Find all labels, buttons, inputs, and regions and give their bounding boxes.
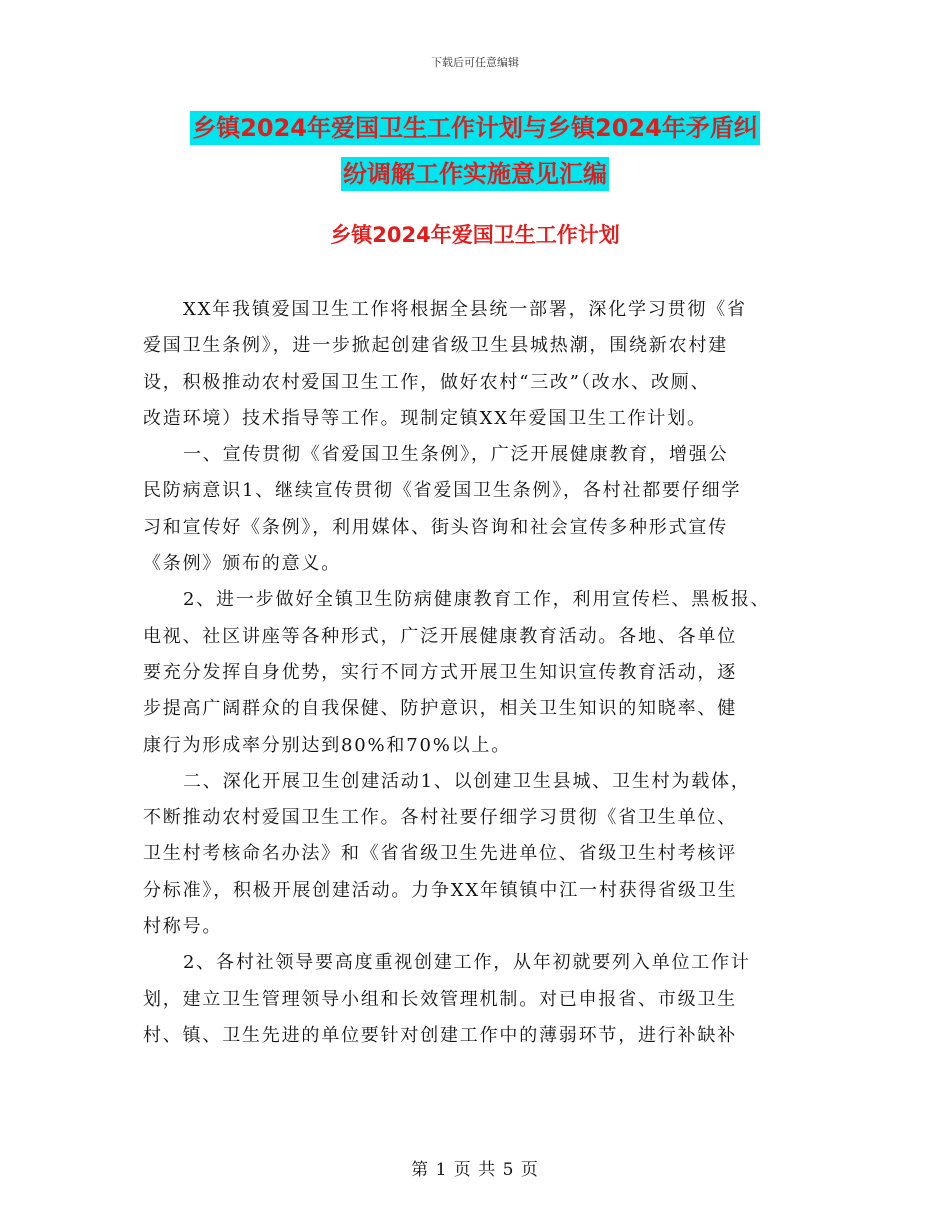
body-line: 设，积极推动农村爱国卫生工作，做好农村“三改”（改水、改厕、 [143,371,711,393]
section-title: 乡镇2024年爱国卫生工作计划 [330,223,620,247]
body-line: 民防病意识1、继续宣传贯彻《省爱国卫生条例》，各村社都要仔细学 [143,480,742,502]
body-line: 卫生村考核命名办法》和《省省级卫生先进单位、省级卫生村考核评 [143,843,737,865]
body-line: 康行为形成率分别达到80%和70%以上。 [143,734,512,756]
document-title-text-1: 乡镇2024年爱国卫生工作计划与乡镇2024年矛盾纠 [190,111,760,145]
body-line: 划，建立卫生管理领导小组和长效管理机制。对已申报省、市级卫生 [143,988,737,1010]
body-line: 2、进一步做好全镇卫生防病健康教育工作，利用宣传栏、黑板报、 [183,589,771,611]
body-line: 不断推动农村爱国卫生工作。各村社要仔细学习贯彻《省卫生单位、 [143,807,737,829]
body-line: 2、各村社领导要高度重视创建工作，从年初就要列入单位工作计 [183,952,751,974]
body-line: 村、镇、卫生先进的单位要针对创建工作中的薄弱环节，进行补缺补 [143,1024,737,1046]
body-line: 一、宣传贯彻《省爱国卫生条例》，广泛开展健康教育，增强公 [183,444,729,466]
body-line: 分标准》，积极开展创建活动。力争XX年镇镇中江一村获得省级卫生 [143,879,738,901]
body-line: 爱国卫生条例》，进一步掀起创建省级卫生县城热潮，围绕新农村建 [143,335,728,357]
body-line: 要充分发挥自身优势，实行不同方式开展卫生知识宣传教育活动，逐 [143,661,737,683]
document-title-line-2 [0,159,950,189]
body-line: XX年我镇爱国卫生工作将根据全县统一部署，深化学习贯彻《省 [183,299,747,320]
body-line: 《条例》颁布的意义。 [143,553,341,575]
document-title-line-1 [0,113,950,143]
document-title-text-2: 纷调解工作实施意见汇编 [341,157,609,191]
body-line: 村称号。 [143,916,223,938]
body-line: 改造环境）技术指导等工作。现制定镇XX年爱国卫生工作计划。 [143,407,707,429]
body-line: 二、深化开展卫生创建活动1、以创建卫生县城、卫生村为载体， [183,770,751,792]
body-line: 习和宣传好《条例》，利用媒体、街头咨询和社会宣传多种形式宣传 [143,516,728,538]
body-text [143,292,803,1054]
body-line: 电视、社区讲座等各种形式，广泛开展健康教育活动。各地、各单位 [143,625,737,647]
header-note: 下载后可任意编辑 [431,56,519,69]
page-footer: 第 1 页 共 5 页 [411,1160,539,1180]
body-line: 步提高广阔群众的自我保健、防护意识，相关卫生知识的知晓率、健 [143,698,737,720]
